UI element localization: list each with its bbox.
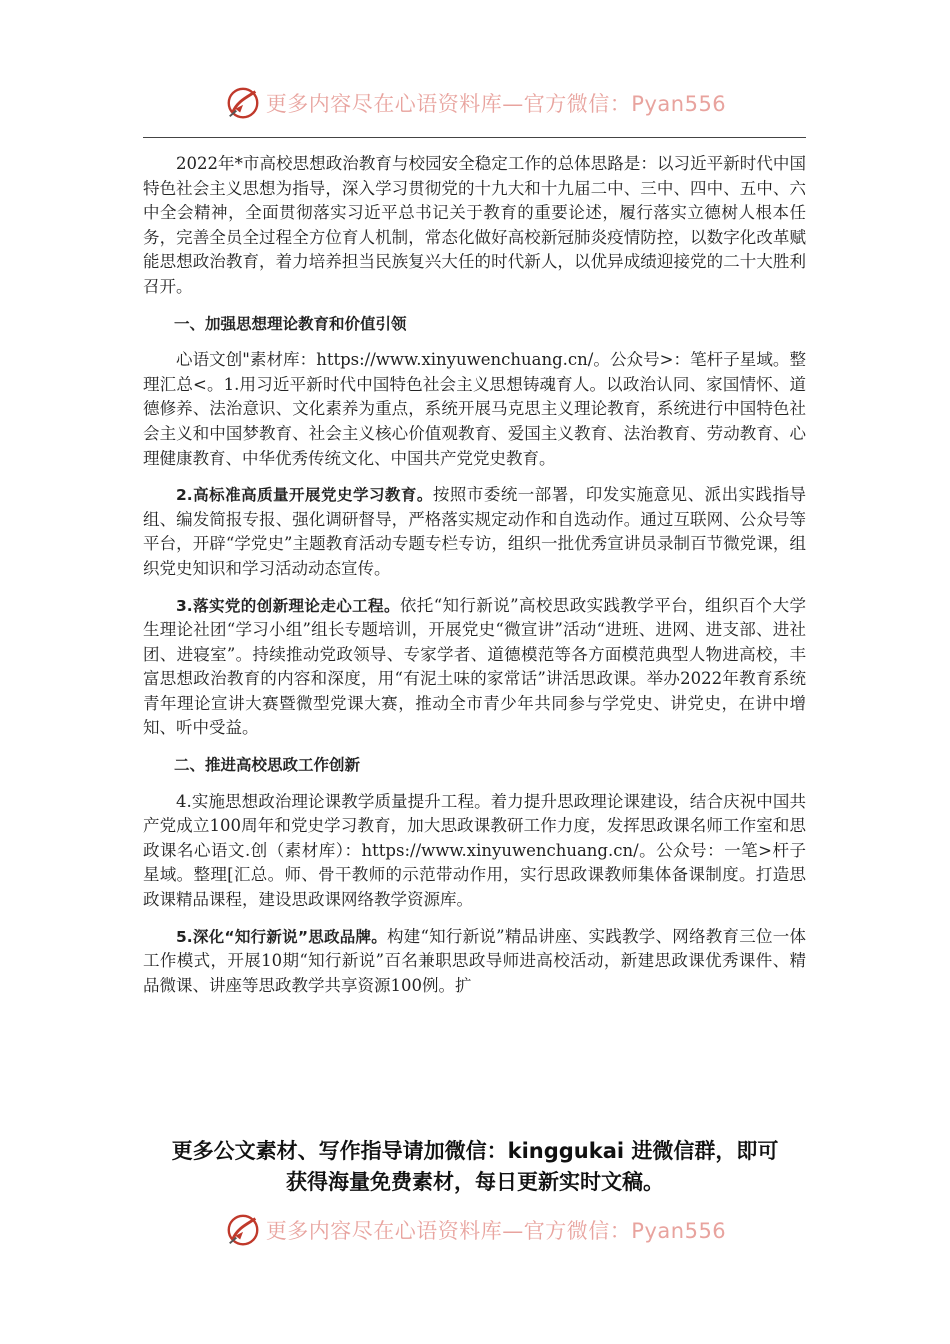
banner-text: 更多内容尽在心语资料库—官方微信：Pyan556 [265,1219,727,1243]
intro-paragraph: 2022年*市高校思想政治教育与校园安全稳定工作的总体思路是：以习近平新时代中国特色社会主义思想为指导，深入学习贯彻党的十九大和十九届二中、三中、四中、五中、六中全会精神，全面贯彻落实习近平总书记关于教育的重要论述，履行落实立德树人根本任务，完善全员全过程全方位育人机制，常态化做好高校新冠肺炎疫情防控，以数字化改革赋能思想政治教育，着力培养担当民族复兴大任的时代新人，以优异成绩迎接党的二十大胜利召开。 [143,154,806,296]
paragraph-3-body: 依托“知行新说”高校思政实践教学平台，组织百个大学生理论社团“学习小组”组长专题培训，开展党史“微宣讲”活动“进班、进网、进支部、进社团、进寝室”。持续推动党政领导、专家学者、道德模范等各方面模范典型人物进高校，丰富思想政治教育的内容和深度，用“有泥土味的家常话”讲活思政课。举办2022年教育系统青年理论宣讲大赛暨微型党课大赛，推动全市青少年共同参与学党史、讲党史，在讲中增知、听中受益。 [143,595,806,738]
section-heading-1: 一、加强思想理论教育和价值引领 [174,314,407,333]
header-divider [143,137,806,138]
paragraph-2-title: 2.高标准高质量开展党史学习教育。 [176,486,433,505]
paragraph-1: 心语文创"素材库：https://www.xinyuwenchuang.cn/。公众号>：笔杆子星域。整理汇总<。1.用习近平新时代中国特色社会主义思想铸魂育人。以政治认同、家国情怀、道德修养、法治意识、文化素养为重点，系统开展马克思主义理论教育，系统进行中国特色社会主义和中国梦教育、社会主义核心价值观教育、爱国主义教育、法治教育、劳动教育、心理健康教育、中华优秀传统文化、中国共产党党史教育。 [143,350,806,468]
section-heading-2: 二、推进高校思政工作创新 [174,756,361,775]
paragraph-2 [143,483,806,581]
paragraph-5-body: 构建“知行新说”精品讲座、实践教学、网络教育三位一体工作模式，开展10期“知行新说”百名兼职思政导师进高校活动，新建思政课优秀课件、精品微课、讲座等思政教学共享资源100例。扩 [143,926,806,995]
banner-text: 更多内容尽在心语资料库—官方微信：Pyan556 [265,92,727,116]
promo-notice [120,1136,830,1198]
pen-swirl-logo-icon [224,1211,262,1249]
footer-banner [0,1207,950,1253]
paragraph-5-title: 5.深化“知行新说”思政品牌。 [176,927,387,946]
promo-line-1: 更多公文素材、写作指导请加微信：kinggukai 进微信群，即可 [171,1139,779,1163]
paragraph-5 [143,925,806,999]
header-banner [0,80,950,126]
pen-swirl-logo-icon [224,84,262,122]
paragraph-3-title: 3.落实党的创新理论走心工程。 [176,596,400,615]
paragraph-4: 4.实施思想政治理论课教学质量提升工程。着力提升思政理论课建设，结合庆祝中国共产党成立100周年和党史学习教育，加大思政课教研工作力度，发挥思政课名师工作室和思政课名心语文.创（素材库）：https://www.xinyuwenchuang.cn/。公众号：一笔>杆子星域。整理[汇总。师、骨干教师的示范带动作用，实行思政课教师集体备课制度。打造思政课精品课程，建设思政课网络教学资源库。 [143,791,806,910]
paragraph-3 [143,594,806,742]
promo-line-2: 获得海量免费素材，每日更新实时文稿。 [286,1170,664,1194]
document-body [143,152,806,1010]
paragraph-2-body: 按照市委统一部署，印发实施意见、派出实践指导组、编发简报专报、强化调研督导，严格落实规定动作和自选动作。通过互联网、公众号等平台，开辟“学党史”主题教育活动专题专栏专访，组织一批优秀宣讲员录制百节微党课，组织党史知识和学习活动动态宣传。 [143,485,807,578]
